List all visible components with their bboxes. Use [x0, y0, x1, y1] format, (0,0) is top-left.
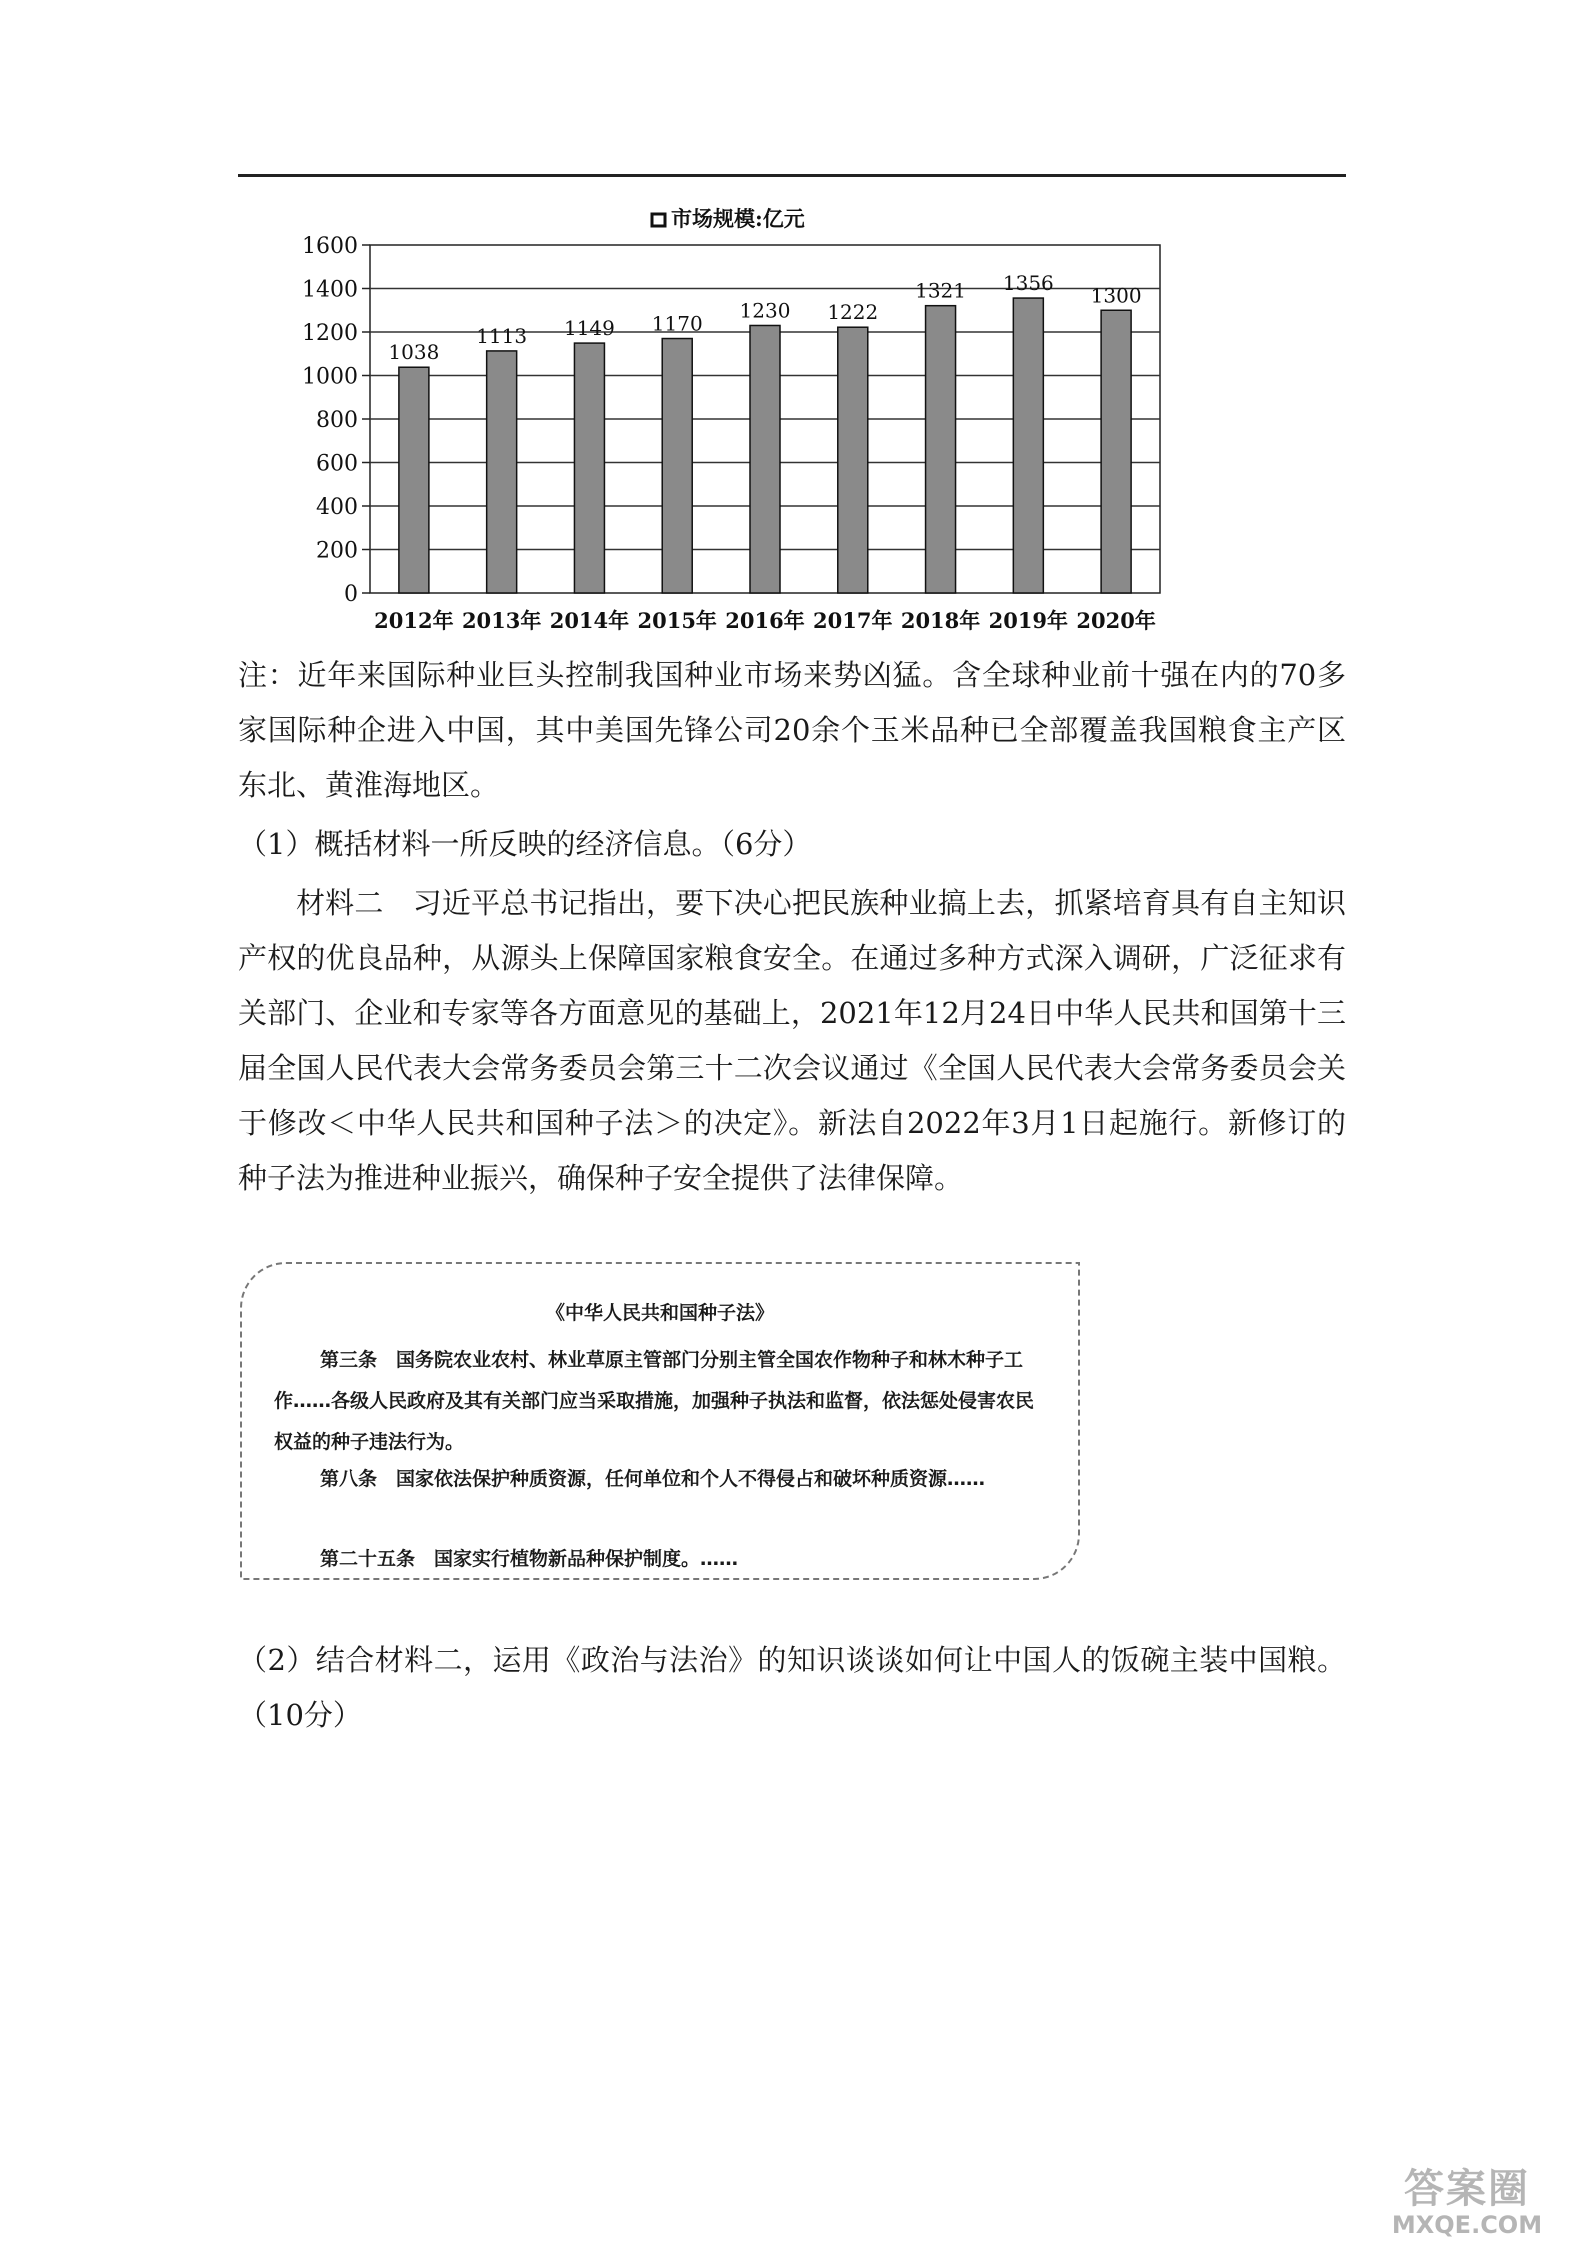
- law-article-25: 第二十五条 国家实行植物新品种保护制度。……: [320, 1548, 739, 1570]
- x-axis-label: 2017年: [813, 608, 893, 633]
- watermark-logo: 答案圈: [1404, 2166, 1530, 2212]
- x-axis-label: 2020年: [1076, 608, 1156, 633]
- y-tick-label: 0: [344, 582, 358, 607]
- bar-2014年: [574, 343, 604, 593]
- y-tick-label: 1000: [302, 364, 358, 390]
- bar-value-label: 1356: [1002, 271, 1054, 296]
- x-axis-label: 2013年: [461, 608, 542, 633]
- y-tick-label: 1400: [302, 277, 358, 303]
- chart-note: 注：近年来国际种业巨头控制我国种业市场来势凶猛。含全球种业前十强在内的70多家国际种企进入中国，其中美国先锋公司20余个玉米品种已全部覆盖我国粮食主产区东北、黄淮海地区。: [238, 658, 1346, 802]
- bar-2015年: [662, 339, 692, 593]
- x-axis-label: 2015年: [637, 608, 717, 633]
- market-size-bar-chart: [300, 200, 1180, 640]
- bar-2017年: [838, 327, 868, 593]
- top-rule: [238, 174, 1346, 177]
- y-tick-label: 800: [316, 408, 358, 433]
- y-tick-label: 600: [316, 451, 358, 477]
- y-tick-label: 1200: [302, 321, 358, 346]
- question-1: （1）概括材料一所反映的经济信息。（6分）: [238, 827, 812, 861]
- x-axis-label: 2012年: [374, 608, 454, 633]
- bar-2019年: [1013, 298, 1043, 593]
- watermark: [1362, 2167, 1572, 2239]
- bar-2018年: [926, 306, 956, 593]
- legend-swatch: [652, 214, 665, 226]
- x-axis-label: 2019年: [988, 608, 1069, 633]
- x-axis-labels: [374, 608, 1156, 633]
- x-axis-label: 2018年: [900, 608, 981, 633]
- bar-2013年: [487, 351, 517, 593]
- watermark-url: MXQE.COM: [1391, 2211, 1543, 2239]
- bar-value-label: 1321: [915, 278, 967, 303]
- bar-2016年: [750, 325, 780, 593]
- bar-value-label: 1038: [388, 340, 440, 365]
- y-axis-ticks: [302, 234, 370, 607]
- chart-legend: [652, 206, 805, 231]
- bar-value-label: 1300: [1090, 283, 1142, 308]
- law-excerpt-box: [240, 1262, 1080, 1580]
- x-axis-label: 2014年: [549, 608, 630, 633]
- legend-label: 市场规模:亿元: [671, 206, 805, 231]
- bar-value-label: 1170: [651, 311, 703, 336]
- bar-2012年: [399, 367, 429, 593]
- question-2: （2）结合材料二，运用《政治与法治》的知识谈谈如何让中国人的饭碗主装中国粮。（10分）: [238, 1643, 1346, 1732]
- law-article-8: 第八条 国家依法保护种质资源，任何单位和个人不得侵占和破坏种质资源……: [320, 1468, 986, 1490]
- law-article-3: 第三条 国务院农业农村、林业草原主管部门分别主管全国农作物种子和林木种子工作……各级人民政府及其有关部门应当采取措施，加强种子执法和监督，依法惩处侵害农民权益的种子违法行为。: [274, 1349, 1035, 1453]
- x-axis-label: 2016年: [725, 608, 805, 633]
- bar-2020年: [1101, 310, 1131, 593]
- y-tick-label: 400: [316, 495, 358, 520]
- material-2: 材料二 习近平总书记指出，要下决心把民族种业搞上去，抓紧培育具有自主知识产权的优良品种，从源头上保障国家粮食安全。在通过多种方式深入调研，广泛征求有关部门、企业和专家等各方面意见的基础上，2021年12月24日中华人民共和国第十三届全国人民代表大会常务委员会第三十二次会议通过《全国人民代表大会常务委员会关于修改＜中华人民共和国种子法＞的决定》。新法自2022年3月1日起施行。新修订的种子法为推进种业振兴，确保种子安全提供了法律保障。: [238, 886, 1346, 1195]
- y-tick-label: 1600: [302, 234, 358, 259]
- law-title: 《中华人民共和国种子法》: [545, 1302, 774, 1324]
- bar-value-label: 1113: [476, 323, 528, 348]
- y-tick-label: 200: [316, 538, 358, 564]
- bar-value-label: 1222: [827, 300, 879, 325]
- bar-value-label: 1149: [563, 316, 615, 341]
- bar-value-label: 1230: [739, 298, 791, 323]
